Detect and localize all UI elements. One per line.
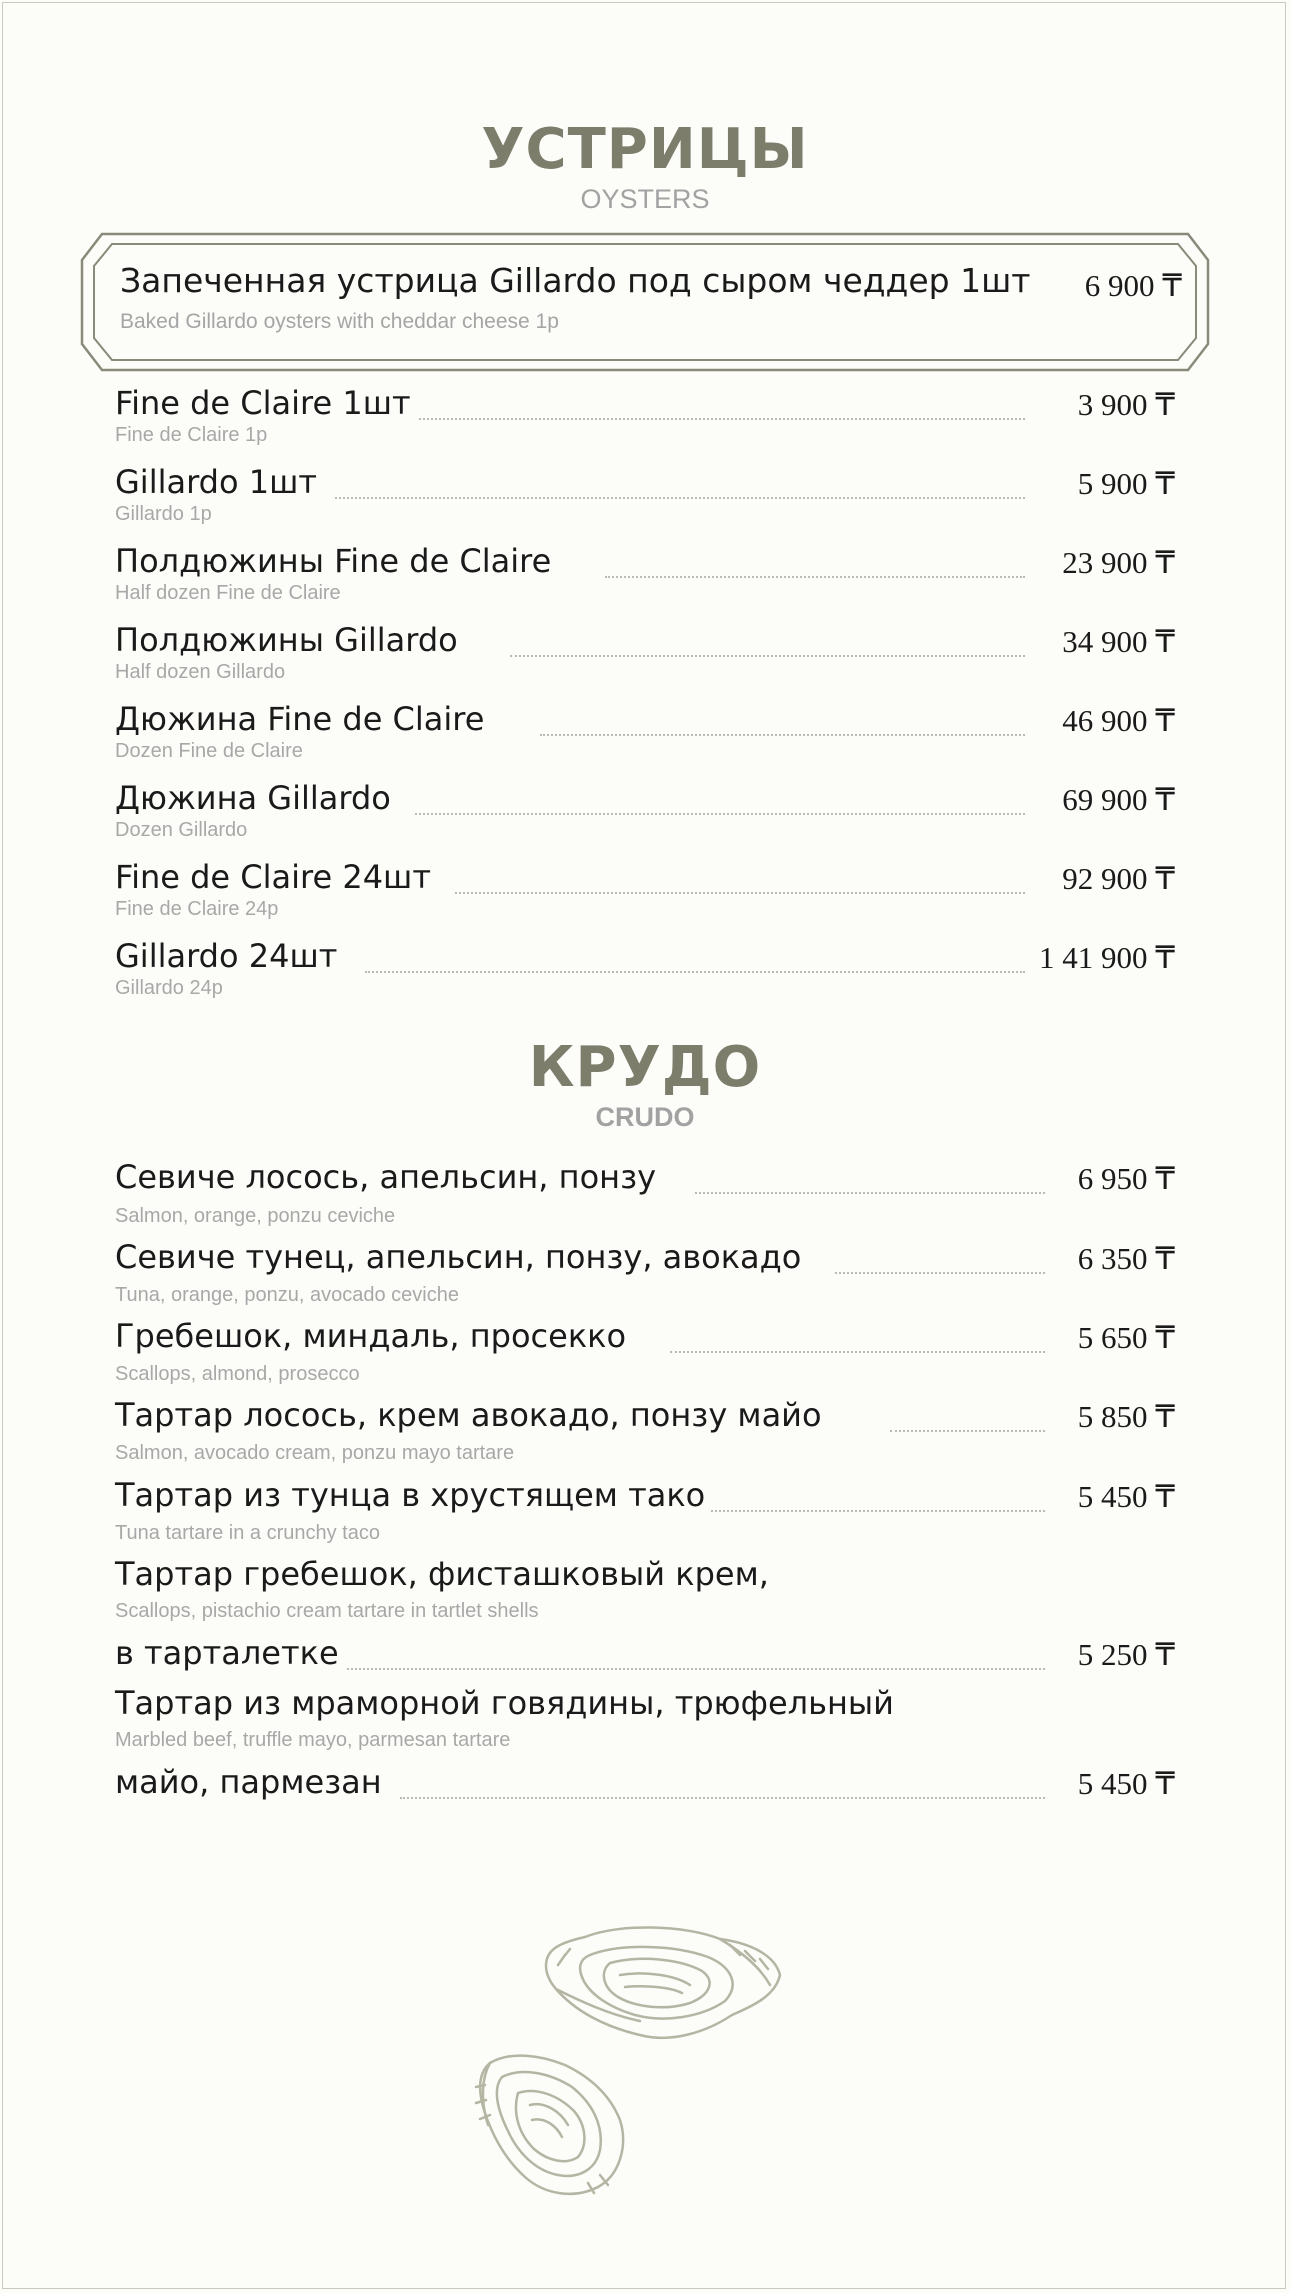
menu-item[interactable] bbox=[115, 939, 1175, 981]
item-name: Тартар гребешок, фисташковый крем, bbox=[115, 1557, 775, 1592]
item-subtitle: Fine de Claire 24p bbox=[115, 898, 279, 920]
item-price: 5 450 ₸ bbox=[1074, 1767, 1175, 1801]
menu-item[interactable] bbox=[115, 1160, 1175, 1202]
item-name: Тартар из тунца в хрустящем тако bbox=[115, 1478, 711, 1513]
item-price: 92 900 ₸ bbox=[1058, 862, 1175, 896]
leader-dots bbox=[670, 1351, 1045, 1353]
item-subtitle: Dozen Fine de Claire bbox=[115, 740, 303, 762]
item-name: Тартар лосось, крем авокадо, понзу майо bbox=[115, 1398, 828, 1433]
leader-dots bbox=[320, 1668, 1045, 1670]
menu-item[interactable] bbox=[115, 860, 1175, 902]
menu-item[interactable] bbox=[115, 1765, 1175, 1807]
section-title-oysters: УСТРИЦЫ bbox=[481, 117, 809, 182]
item-price: 69 900 ₸ bbox=[1058, 783, 1175, 817]
menu-item[interactable] bbox=[115, 1240, 1175, 1282]
menu-item[interactable] bbox=[115, 1636, 1175, 1678]
section-subtitle-oysters: OYSTERS bbox=[580, 184, 710, 214]
leader-dots bbox=[510, 655, 1025, 657]
leader-dots bbox=[605, 576, 1025, 578]
leader-dots bbox=[700, 1510, 1045, 1512]
menu-item[interactable] bbox=[115, 1398, 1175, 1440]
item-price: 23 900 ₸ bbox=[1058, 546, 1175, 580]
item-price: 46 900 ₸ bbox=[1058, 704, 1175, 738]
leader-dots bbox=[400, 1797, 1045, 1799]
item-subtitle: Gillardo 1p bbox=[115, 503, 212, 525]
menu-item[interactable] bbox=[115, 386, 1175, 428]
item-price: 5 450 ₸ bbox=[1074, 1480, 1175, 1514]
menu-item[interactable] bbox=[115, 702, 1175, 744]
item-name-continued: в тарталетке bbox=[115, 1636, 345, 1671]
item-subtitle: Marbled beef, truffle mayo, parmesan tartare bbox=[115, 1729, 511, 1751]
item-name: Полдюжины Fine de Claire bbox=[115, 544, 557, 579]
item-name: Севиче лосось, апельсин, понзу bbox=[115, 1160, 662, 1195]
featured-item-price: 6 900 ₸ bbox=[1084, 268, 1182, 303]
featured-item-name: Запеченная устрица Gillardo под сыром чеддер 1шт bbox=[120, 261, 1031, 300]
decorative-frame-icon bbox=[80, 232, 1210, 372]
menu-item[interactable] bbox=[115, 1478, 1175, 1520]
menu-item[interactable] bbox=[115, 544, 1175, 586]
item-price: 5 900 ₸ bbox=[1074, 467, 1175, 501]
menu-item-heading bbox=[115, 1686, 1175, 1728]
leader-dots bbox=[415, 418, 1025, 420]
item-subtitle: Tuna tartare in a crunchy taco bbox=[115, 1522, 380, 1544]
menu-item[interactable] bbox=[115, 465, 1175, 507]
menu-item[interactable] bbox=[115, 623, 1175, 665]
menu-item-heading bbox=[115, 1557, 1175, 1599]
item-name: Gillardo 24шт bbox=[115, 939, 343, 974]
section-subtitle-crudo: CRUDO bbox=[595, 1102, 695, 1132]
item-name: Gillardo 1шт bbox=[115, 465, 323, 500]
leader-dots bbox=[365, 971, 1025, 973]
item-price: 5 250 ₸ bbox=[1074, 1638, 1175, 1672]
item-subtitle: Half dozen Gillardo bbox=[115, 661, 286, 683]
item-name: Севиче тунец, апельсин, понзу, авокадо bbox=[115, 1240, 807, 1275]
item-name: Дюжина Gillardo bbox=[115, 781, 397, 816]
item-price: 3 900 ₸ bbox=[1074, 388, 1175, 422]
menu-item[interactable] bbox=[115, 781, 1175, 823]
item-subtitle: Salmon, avocado cream, ponzu mayo tartare bbox=[115, 1442, 515, 1464]
item-name: Дюжина Fine de Claire bbox=[115, 702, 490, 737]
item-subtitle: Half dozen Fine de Claire bbox=[115, 582, 341, 604]
item-name: Fine de Claire 24шт bbox=[115, 860, 437, 895]
item-subtitle: Scallops, pistachio cream tartare in tartlet shells bbox=[115, 1600, 539, 1622]
item-subtitle: Dozen Gillardo bbox=[115, 819, 248, 841]
item-price: 5 650 ₸ bbox=[1074, 1321, 1175, 1355]
item-price: 6 950 ₸ bbox=[1074, 1162, 1175, 1196]
item-subtitle: Scallops, almond, prosecco bbox=[115, 1363, 360, 1385]
oyster-illustration-icon bbox=[470, 1915, 860, 2205]
item-subtitle: Tuna, orange, ponzu, avocado ceviche bbox=[115, 1284, 459, 1306]
item-name: Тартар из мраморной говядины, трюфельный bbox=[115, 1686, 900, 1721]
item-subtitle: Gillardo 24p bbox=[115, 977, 223, 999]
leader-dots bbox=[415, 813, 1025, 815]
item-name-continued: майо, пармезан bbox=[115, 1765, 388, 1800]
featured-item-subtitle: Baked Gillardo oysters with cheddar cheese 1p bbox=[120, 310, 559, 333]
item-name: Гребешок, миндаль, просекко bbox=[115, 1319, 632, 1354]
menu-item[interactable] bbox=[115, 1319, 1175, 1361]
leader-dots bbox=[455, 892, 1025, 894]
leader-dots bbox=[335, 497, 1025, 499]
item-price: 6 350 ₸ bbox=[1074, 1242, 1175, 1276]
leader-dots bbox=[695, 1192, 1045, 1194]
leader-dots bbox=[890, 1430, 1045, 1432]
section-title-crudo: КРУДО bbox=[528, 1035, 762, 1100]
leader-dots bbox=[835, 1272, 1045, 1274]
item-subtitle: Salmon, orange, ponzu ceviche bbox=[115, 1205, 396, 1227]
item-name: Fine de Claire 1шт bbox=[115, 386, 417, 421]
item-price: 5 850 ₸ bbox=[1074, 1400, 1175, 1434]
item-name: Полдюжины Gillardo bbox=[115, 623, 464, 658]
featured-item-box[interactable] bbox=[80, 232, 1210, 372]
item-price: 34 900 ₸ bbox=[1058, 625, 1175, 659]
item-price: 1 41 900 ₸ bbox=[1035, 941, 1175, 975]
item-subtitle: Fine de Claire 1p bbox=[115, 424, 268, 446]
leader-dots bbox=[540, 734, 1025, 736]
